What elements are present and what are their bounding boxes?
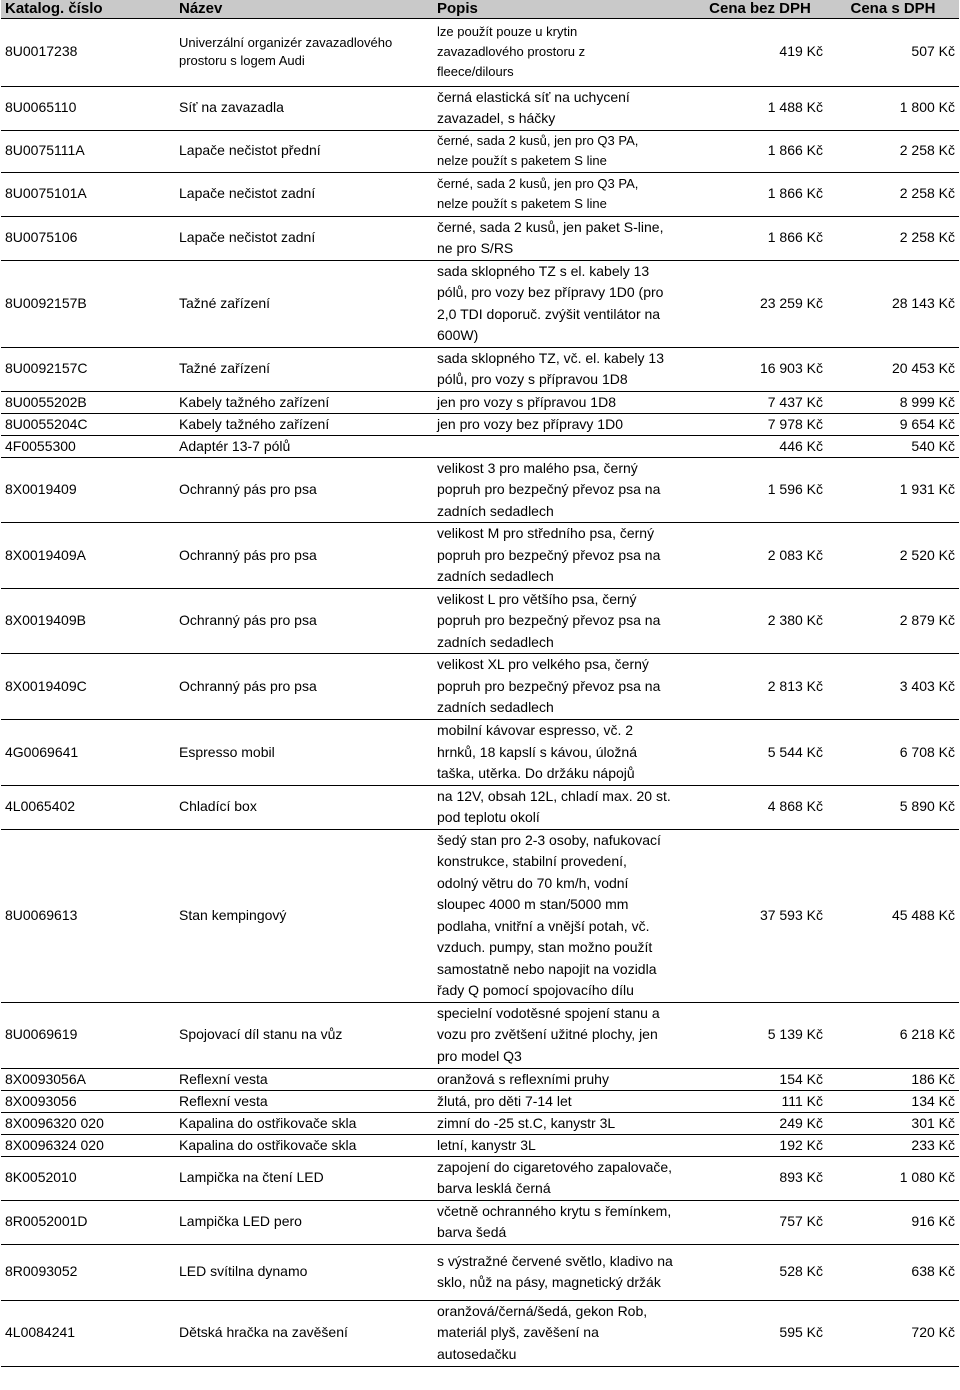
description-cell (431, 435, 693, 457)
price-gross-cell: 916 Kč (827, 1200, 959, 1244)
description-cell: velikost 3 pro malého psa, černý popruh pro bezpečný převoz psa na zadních sedadlech (431, 457, 693, 523)
description-cell: velikost M pro středního psa, černý popruh pro bezpečný převoz psa na zadních sedadlech (431, 523, 693, 589)
description-cell: sada sklopného TZ s el. kabely 13 pólů, pro vozy bez přípravy 1D0 (pro 2,0 TDI doporuč. zvýšit ventilátor na 600W) (431, 260, 693, 347)
price-net-cell: 5 544 Kč (693, 720, 827, 786)
table-row (1, 130, 959, 172)
header-description: Popis (431, 0, 693, 18)
price-gross-cell: 186 Kč (827, 1068, 959, 1090)
price-gross-cell: 1 800 Kč (827, 86, 959, 130)
table-row (1, 172, 959, 216)
price-net-cell: 419 Kč (693, 18, 827, 86)
description-cell: včetně ochranného krytu s řemínkem, barva šedá (431, 1200, 693, 1244)
price-net-cell: 446 Kč (693, 435, 827, 457)
product-name-cell: Ochranný pás pro psa (175, 588, 431, 654)
catalog-number-cell: 8U0092157C (1, 347, 175, 391)
catalog-number-cell: 8U0017238 (1, 18, 175, 86)
product-name-cell: Lampička na čtení LED (175, 1156, 431, 1200)
table-row (1, 829, 959, 1002)
table-row (1, 1134, 959, 1156)
catalog-number-cell: 8K0052010 (1, 1156, 175, 1200)
price-net-cell: 2 083 Kč (693, 523, 827, 589)
price-gross-cell: 3 403 Kč (827, 654, 959, 720)
header-price-net: Cena bez DPH (693, 0, 827, 18)
price-gross-cell: 28 143 Kč (827, 260, 959, 347)
description-cell: oranžová/černá/šedá, gekon Rob, materiál plyš, zavěšení na autosedačku (431, 1300, 693, 1366)
description-cell: s výstražné červené světlo, kladivo na sklo, nůž na pásy, magnetický držák (431, 1244, 693, 1300)
description-cell: sada sklopného TZ, vč. el. kabely 13 pólů, pro vozy s přípravou 1D8 (431, 347, 693, 391)
catalog-number-cell: 8X0019409C (1, 654, 175, 720)
table-row (1, 216, 959, 260)
price-gross-cell: 2 879 Kč (827, 588, 959, 654)
product-name-cell: Dětská hračka na zavěšení (175, 1300, 431, 1366)
table-row (1, 1112, 959, 1134)
product-name-cell: Reflexní vesta (175, 1068, 431, 1090)
product-name-cell: Chladící box (175, 785, 431, 829)
header-row (1, 0, 959, 18)
price-gross-cell: 9 654 Kč (827, 413, 959, 435)
price-gross-cell: 507 Kč (827, 18, 959, 86)
table-row (1, 457, 959, 523)
product-name-cell: Ochranný pás pro psa (175, 457, 431, 523)
catalog-number-cell: 8X0096320 020 (1, 1112, 175, 1134)
price-gross-cell: 1 080 Kč (827, 1156, 959, 1200)
description-cell: zapojení do cigaretového zapalovače, barva lesklá černá (431, 1156, 693, 1200)
price-gross-cell: 2 520 Kč (827, 523, 959, 589)
price-gross-cell: 233 Kč (827, 1134, 959, 1156)
product-name-cell: Spojovací díl stanu na vůz (175, 1002, 431, 1068)
description-cell: velikost XL pro velkého psa, černý popruh pro bezpečný převoz psa na zadních sedadlech (431, 654, 693, 720)
table-row (1, 86, 959, 130)
catalog-number-cell: 8R0093052 (1, 1244, 175, 1300)
catalog-number-cell: 8X0019409 (1, 457, 175, 523)
header-name: Název (175, 0, 431, 18)
price-net-cell: 37 593 Kč (693, 829, 827, 1002)
description-cell: lze použít pouze u krytin zavazadlového prostoru z fleece/dilours (431, 18, 693, 86)
price-net-cell: 7 437 Kč (693, 391, 827, 413)
catalog-number-cell: 8U0075111A (1, 130, 175, 172)
catalog-number-cell: 4L0084241 (1, 1300, 175, 1366)
catalog-number-cell: 8X0019409A (1, 523, 175, 589)
product-name-cell: Tažné zařízení (175, 347, 431, 391)
catalog-number-cell: 8U0069613 (1, 829, 175, 1002)
catalog-number-cell: 8U0055204C (1, 413, 175, 435)
description-cell: jen pro vozy s přípravou 1D8 (431, 391, 693, 413)
table-row (1, 523, 959, 589)
product-name-cell: Lapače nečistot zadní (175, 172, 431, 216)
product-name-cell: Espresso mobil (175, 720, 431, 786)
description-cell: černé, sada 2 kusů, jen pro Q3 PA, nelze použít s paketem S line (431, 172, 693, 216)
price-gross-cell: 638 Kč (827, 1244, 959, 1300)
description-cell: černá elastická síť na uchycení zavazadel, s háčky (431, 86, 693, 130)
catalog-number-cell: 8U0055202B (1, 391, 175, 413)
price-net-cell: 192 Kč (693, 1134, 827, 1156)
price-net-cell: 5 139 Kč (693, 1002, 827, 1068)
product-name-cell: Lampička LED pero (175, 1200, 431, 1244)
table-row (1, 1244, 959, 1300)
price-net-cell: 23 259 Kč (693, 260, 827, 347)
header-catalog-number: Katalog. číslo (1, 0, 175, 18)
price-net-cell: 2 813 Kč (693, 654, 827, 720)
price-gross-cell: 2 258 Kč (827, 216, 959, 260)
product-name-cell: Ochranný pás pro psa (175, 654, 431, 720)
table-row (1, 1090, 959, 1112)
product-name-cell: Reflexní vesta (175, 1090, 431, 1112)
product-name-cell: Lapače nečistot přední (175, 130, 431, 172)
table-row (1, 435, 959, 457)
catalog-number-cell: 8U0075106 (1, 216, 175, 260)
catalog-rows (1, 18, 959, 1366)
price-net-cell: 4 868 Kč (693, 785, 827, 829)
description-cell: žlutá, pro děti 7-14 let (431, 1090, 693, 1112)
product-name-cell: Stan kempingový (175, 829, 431, 1002)
price-net-cell: 1 866 Kč (693, 172, 827, 216)
price-net-cell: 154 Kč (693, 1068, 827, 1090)
price-gross-cell: 6 218 Kč (827, 1002, 959, 1068)
description-cell: jen pro vozy bez přípravy 1D0 (431, 413, 693, 435)
price-net-cell: 111 Kč (693, 1090, 827, 1112)
table-row (1, 785, 959, 829)
catalog-number-cell: 8U0069619 (1, 1002, 175, 1068)
price-net-cell: 893 Kč (693, 1156, 827, 1200)
price-net-cell: 2 380 Kč (693, 588, 827, 654)
product-name-cell: Adaptér 13-7 pólů (175, 435, 431, 457)
product-name-cell: Univerzální organizér zavazadlového prostoru s logem Audi (175, 18, 431, 86)
catalog-number-cell: 8X0093056A (1, 1068, 175, 1090)
product-name-cell: Kapalina do ostřikovače skla (175, 1134, 431, 1156)
price-net-cell: 1 866 Kč (693, 130, 827, 172)
description-cell: černé, sada 2 kusů, jen pro Q3 PA, nelze použít s paketem S line (431, 130, 693, 172)
price-net-cell: 16 903 Kč (693, 347, 827, 391)
catalog-number-cell: 8U0075101A (1, 172, 175, 216)
product-name-cell: Kabely tažného zařízení (175, 391, 431, 413)
header-price-gross: Cena s DPH (827, 0, 959, 18)
description-cell: letní, kanystr 3L (431, 1134, 693, 1156)
price-net-cell: 757 Kč (693, 1200, 827, 1244)
price-net-cell: 7 978 Kč (693, 413, 827, 435)
price-gross-cell: 540 Kč (827, 435, 959, 457)
catalog-number-cell: 4L0065402 (1, 785, 175, 829)
table-row (1, 413, 959, 435)
price-net-cell: 1 596 Kč (693, 457, 827, 523)
product-name-cell: Síť na zavazadla (175, 86, 431, 130)
catalog-number-cell: 8R0052001D (1, 1200, 175, 1244)
price-gross-cell: 20 453 Kč (827, 347, 959, 391)
table-row (1, 1002, 959, 1068)
price-catalog-table (1, 0, 959, 1367)
table-row (1, 1200, 959, 1244)
price-gross-cell: 8 999 Kč (827, 391, 959, 413)
table-row (1, 260, 959, 347)
price-gross-cell: 5 890 Kč (827, 785, 959, 829)
price-gross-cell: 2 258 Kč (827, 172, 959, 216)
product-name-cell: Ochranný pás pro psa (175, 523, 431, 589)
table-row (1, 391, 959, 413)
product-name-cell: Lapače nečistot zadní (175, 216, 431, 260)
price-net-cell: 1 488 Kč (693, 86, 827, 130)
price-gross-cell: 1 931 Kč (827, 457, 959, 523)
table-row (1, 1300, 959, 1366)
price-net-cell: 595 Kč (693, 1300, 827, 1366)
table-row (1, 720, 959, 786)
description-cell: velikost L pro většího psa, černý popruh pro bezpečný převoz psa na zadních sedadlech (431, 588, 693, 654)
catalog-number-cell: 4F0055300 (1, 435, 175, 457)
price-net-cell: 1 866 Kč (693, 216, 827, 260)
catalog-number-cell: 8X0096324 020 (1, 1134, 175, 1156)
description-cell: specielní vodotěsné spojení stanu a vozu pro zvětšení užitné plochy, jen pro model Q3 (431, 1002, 693, 1068)
catalog-number-cell: 8X0019409B (1, 588, 175, 654)
price-gross-cell: 2 258 Kč (827, 130, 959, 172)
table-row (1, 1068, 959, 1090)
table-row (1, 18, 959, 86)
catalog-number-cell: 8X0093056 (1, 1090, 175, 1112)
table-row (1, 654, 959, 720)
catalog-number-cell: 8U0065110 (1, 86, 175, 130)
price-gross-cell: 301 Kč (827, 1112, 959, 1134)
product-name-cell: LED svítilna dynamo (175, 1244, 431, 1300)
price-net-cell: 249 Kč (693, 1112, 827, 1134)
price-gross-cell: 134 Kč (827, 1090, 959, 1112)
table-row (1, 347, 959, 391)
price-net-cell: 528 Kč (693, 1244, 827, 1300)
price-gross-cell: 720 Kč (827, 1300, 959, 1366)
product-name-cell: Tažné zařízení (175, 260, 431, 347)
price-gross-cell: 6 708 Kč (827, 720, 959, 786)
description-cell: černé, sada 2 kusů, jen paket S-line, ne pro S/RS (431, 216, 693, 260)
description-cell: šedý stan pro 2-3 osoby, nafukovací konstrukce, stabilní provedení, odolný větru do 70 km/h, vodní sloupec 4000 m stan/5000 mm podlaha, vnitřní a vnější potah, vč. vzduch. pumpy, stan možno použít samostatně nebo napojit na vozidla řady Q pomocí spojovacího dílu (431, 829, 693, 1002)
table-row (1, 588, 959, 654)
product-name-cell: Kabely tažného zařízení (175, 413, 431, 435)
table-row (1, 1156, 959, 1200)
product-name-cell: Kapalina do ostřikovače skla (175, 1112, 431, 1134)
price-gross-cell: 45 488 Kč (827, 829, 959, 1002)
description-cell: zimní do -25 st.C, kanystr 3L (431, 1112, 693, 1134)
description-cell: na 12V, obsah 12L, chladí max. 20 st. pod teplotu okolí (431, 785, 693, 829)
description-cell: mobilní kávovar espresso, vč. 2 hrnků, 18 kapslí s kávou, úložná taška, utěrka. Do držáku nápojů (431, 720, 693, 786)
description-cell: oranžová s reflexními pruhy (431, 1068, 693, 1090)
catalog-number-cell: 8U0092157B (1, 260, 175, 347)
catalog-number-cell: 4G0069641 (1, 720, 175, 786)
